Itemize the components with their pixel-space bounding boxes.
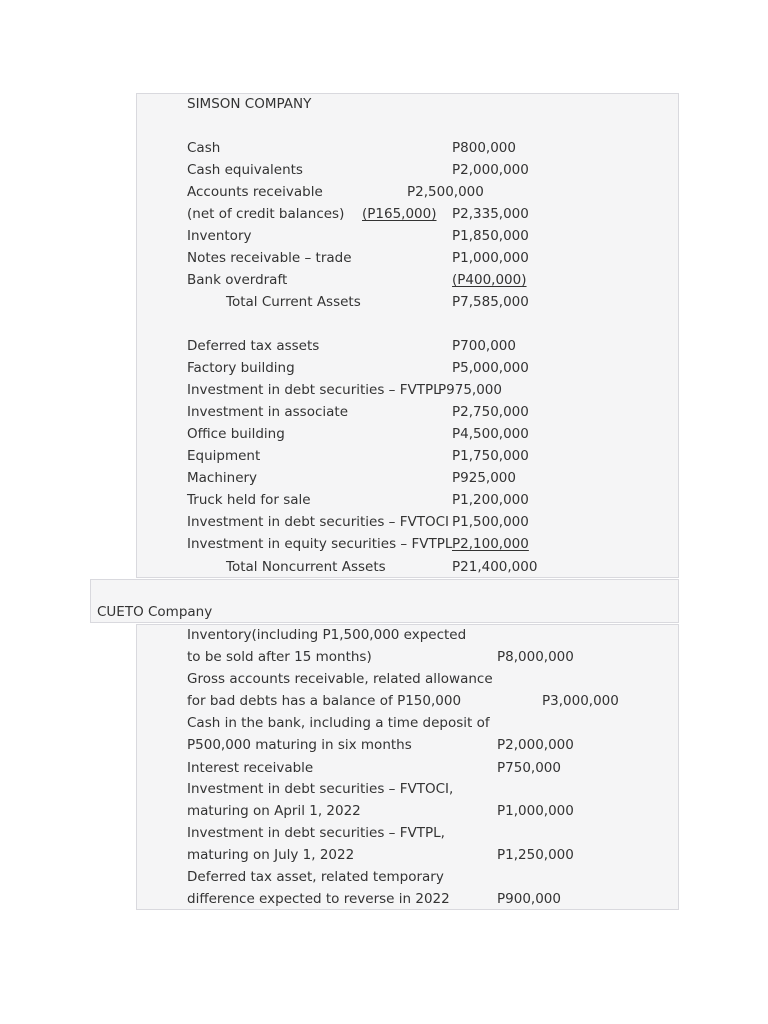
accounts-receivable-gross: P2,500,000	[407, 184, 484, 200]
noncurrent-label-truck: Truck held for sale	[187, 492, 311, 508]
cueto-item-inventory-line1: Inventory(including P1,500,000 expected	[187, 627, 467, 643]
current-amount-net-receivable: P2,335,000	[452, 206, 529, 222]
current-amount-notes-receivable: P1,000,000	[452, 250, 529, 266]
current-label-notes-receivable: Notes receivable – trade	[187, 250, 352, 266]
current-amount-bank-overdraft: (P400,000)	[452, 272, 527, 288]
cueto-amount-interest-receivable: P750,000	[497, 760, 561, 776]
current-label-inventory: Inventory	[187, 228, 252, 244]
total-noncurrent-label: Total Noncurrent Assets	[226, 559, 386, 575]
credit-balances-amount: (P165,000)	[362, 206, 437, 222]
noncurrent-amount-equipment: P1,750,000	[452, 448, 529, 464]
simson-title: SIMSON COMPANY	[187, 96, 312, 112]
noncurrent-label-debt-fvtoci: Investment in debt securities – FVTOCI	[187, 514, 449, 530]
current-amount-cash: P800,000	[452, 140, 516, 156]
cueto-item-debt-fvtoci-line1: Investment in debt securities – FVTOCI,	[187, 781, 454, 797]
cueto-item-debt-fvtoci-line2: maturing on April 1, 2022	[187, 803, 361, 819]
cueto-item-cash-line1: Cash in the bank, including a time deposit of	[187, 715, 490, 731]
noncurrent-amount-deferred-tax: P700,000	[452, 338, 516, 354]
cueto-amount-inventory: P8,000,000	[497, 649, 574, 665]
cueto-item-inventory-line2: to be sold after 15 months)	[187, 649, 372, 665]
cueto-amount-debt-fvtpl: P1,250,000	[497, 847, 574, 863]
cueto-item-receivable-line1: Gross accounts receivable, related allowance	[187, 671, 493, 687]
noncurrent-label-equity-fvtpl: Investment in equity securities – FVTPL	[187, 536, 453, 552]
noncurrent-amount-factory-building: P5,000,000	[452, 360, 529, 376]
cueto-amount-cash: P2,000,000	[497, 737, 574, 753]
noncurrent-amount-equity-fvtpl: P2,100,000	[452, 536, 529, 552]
cueto-amount-receivable: P3,000,000	[542, 693, 619, 709]
cueto-title: CUETO Company	[97, 604, 213, 620]
noncurrent-label-deferred-tax: Deferred tax assets	[187, 338, 320, 354]
cueto-item-interest-receivable: Interest receivable	[187, 760, 314, 776]
noncurrent-label-machinery: Machinery	[187, 470, 258, 486]
noncurrent-label-office-building: Office building	[187, 426, 285, 442]
current-amount-cash-equivalents: P2,000,000	[452, 162, 529, 178]
noncurrent-amount-machinery: P925,000	[452, 470, 516, 486]
noncurrent-label-factory-building: Factory building	[187, 360, 295, 376]
current-label-bank-overdraft: Bank overdraft	[187, 272, 288, 288]
current-label-cash: Cash	[187, 140, 221, 156]
total-noncurrent-amount: P21,400,000	[452, 559, 538, 575]
current-label-cash-equivalents: Cash equivalents	[187, 162, 303, 178]
cueto-item-receivable-line2: for bad debts has a balance of P150,000	[187, 693, 462, 709]
cueto-amount-debt-fvtoci: P1,000,000	[497, 803, 574, 819]
current-label-accounts-receivable: Accounts receivable	[187, 184, 323, 200]
cueto-item-debt-fvtpl-line1: Investment in debt securities – FVTPL,	[187, 825, 445, 841]
cueto-item-deferred-tax-line1: Deferred tax asset, related temporary	[187, 869, 444, 885]
current-amount-inventory: P1,850,000	[452, 228, 529, 244]
total-current-amount: P7,585,000	[452, 294, 529, 310]
cueto-item-debt-fvtpl-line2: maturing on July 1, 2022	[187, 847, 355, 863]
noncurrent-label-associate: Investment in associate	[187, 404, 348, 420]
cueto-item-cash-line2: P500,000 maturing in six months	[187, 737, 412, 753]
noncurrent-amount-associate: P2,750,000	[452, 404, 529, 420]
noncurrent-amount-debt-fvtoci: P1,500,000	[452, 514, 529, 530]
current-label-net-credit: (net of credit balances)	[187, 206, 345, 222]
total-current-label: Total Current Assets	[226, 294, 361, 310]
noncurrent-amount-debt-fvtpl: P975,000	[438, 382, 502, 398]
noncurrent-label-debt-fvtpl: Investment in debt securities – FVTPL	[187, 382, 441, 398]
noncurrent-amount-office-building: P4,500,000	[452, 426, 529, 442]
noncurrent-amount-truck: P1,200,000	[452, 492, 529, 508]
cueto-amount-deferred-tax: P900,000	[497, 891, 561, 907]
noncurrent-label-equipment: Equipment	[187, 448, 261, 464]
cueto-item-deferred-tax-line2: difference expected to reverse in 2022	[187, 891, 450, 907]
